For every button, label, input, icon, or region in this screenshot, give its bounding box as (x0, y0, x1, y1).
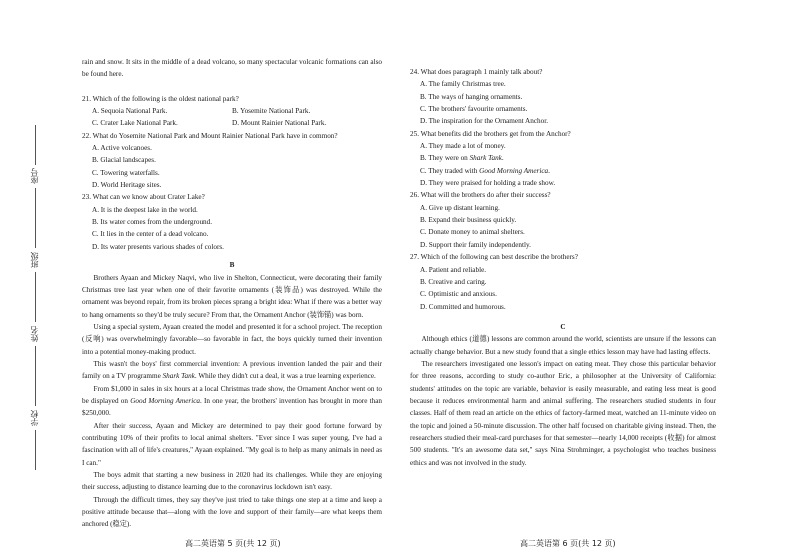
left-page-footer: 高二英语第 5 页(共 12 页) (185, 539, 281, 548)
school-label: 学校 (30, 410, 39, 426)
q25-option-d: D. They were praised for holding a trade show. (420, 179, 556, 188)
p3-text-end: . While they didn't cut a deal, it was a true learning experience. (194, 372, 376, 381)
right-page-footer: 高二英语第 6 页(共 12 页) (520, 539, 616, 548)
q23-option-a: A. It is the deepest lake in the world. (92, 205, 198, 214)
passage-b-paragraph-3 (82, 358, 382, 383)
passage-b-paragraph-5: After their success, Ayaan and Mickey are determined to pay their good fortune forward by contributing 10% of their profits to local animal shelters. "Ever since I was super young, I've had a fascination with all of life's creatures," Ayaan explained. "My goal is to help as many animals in need as I can." (82, 421, 382, 467)
right-column (410, 66, 716, 469)
passage-b-paragraph-6: The boys admit that starting a new business in 2020 had its challenges. While they are enjoying their success, adjusting to distance learning due to the coronavirus lockdown isn't easy. (82, 471, 382, 492)
q25-c-end: . (548, 166, 550, 175)
passage-c-paragraph-2: The researchers investigated one lesson's impact on eating meat. They chose this particular behavior for three reasons, according to study co-author Eric, a philosopher at the University of California: students' attitudes on the topic are variable, behavior is easily measurable, and eating less meat is good because it reduces environmental harm and animal suffering. The researchers studied students in four classes. Half of them read an article on the ethics of factory-farmed meat, watched an 11-minute video on the topic and joined a 50-minute discussion. The other half focused on charitable giving instead. Then, the researchers studied their meal-card purchases for that semester—nearly 14,000 receipts (收据) for almost 500 students. "It's an awesome data set," says Nina Strohminger, a psychologist who teaches business ethics and was not involved in the study. (410, 359, 716, 467)
q22-option-d: D. World Heritage sites. (92, 181, 162, 190)
question-24: 24. What does paragraph 1 mainly talk about? (410, 68, 543, 76)
q25-c-text: C. They traded with (420, 166, 480, 175)
q27-option-c: C. Optimistic and anxious. (420, 290, 497, 299)
q21-options-row2 (92, 117, 382, 129)
binding-line (35, 430, 36, 470)
q22-option-b: B. Glacial landscapes. (92, 156, 156, 165)
name-label: 姓名 (30, 326, 39, 342)
question-25: 25. What benefits did the brothers get from the Anchor? (410, 129, 571, 138)
question-21: 21. Which of the following is the oldest national park? (82, 94, 239, 103)
passage-b-paragraph-2: Using a special system, Ayaan created the model and presented it for a school project. The reception (反响) was overwhelmingly favorable—so favorable in fact, the boys quickly turned their invention into a potential money-making product. (82, 322, 382, 356)
question-22: 22. What do Yosemite National Park and Mount Rainier National Park have in common? (82, 131, 338, 140)
q24-option-d: D. The inspiration for the Ornament Anchor. (420, 117, 549, 126)
q25-option-a: A. They made a lot of money. (420, 142, 506, 151)
p3-title: Shark Tank (162, 372, 195, 381)
passage-continuation: rain and snow. It sits in the middle of a dead volcano, so many spectacular volcanic formations can also be found here. (82, 58, 382, 79)
p4-text: From $1,000 in sales in six hours at a local Christmas trade show, the Ornament Anchor went on to be displayed on (82, 384, 382, 405)
passage-b-paragraph-7: Through the difficult times, they say they've just tried to take things one step at a time and keep a positive attitude because that—along with the love and support of their family—are what keeps them anchored (稳定). (82, 495, 382, 529)
q21-options-row1 (92, 105, 382, 117)
q25-c-title: Good Morning America (479, 166, 549, 175)
q26-option-c: C. Donate money to animal shelters. (420, 228, 525, 237)
left-column (82, 56, 382, 531)
q21-option-c: C. Crater Lake National Park. (92, 119, 178, 128)
passage-c-paragraph-1: Although ethics (道德) lessons are common around the world, scientists are unsure if the lessons can actually change behavior. But a new study found that a single ethics lesson may have had lasting effects. (410, 335, 716, 356)
question-27: 27. Which of the following can best describe the brothers? (410, 253, 578, 262)
passage-b-paragraph-1: Brothers Ayaan and Mickey Naqvi, who live in Shelton, Connecticut, were decorating their family Christmas tree last year when one of their favorite ornaments (装饰品) was destroyed. While the ornament was beyond repair, from its broken pieces sprang a bright idea: What if there was a better way to hang ornaments so they'd be truly secure? From that, the Ornament Anchor (装饰锚) was born. (82, 273, 382, 319)
q25-option-b (420, 152, 716, 164)
q21-option-d: D. Mount Rainier National Park. (232, 119, 327, 128)
q26-option-a: A. Give up distant learning. (420, 203, 500, 212)
q25-b-title: Shark Tank (469, 154, 502, 163)
q27-option-b: B. Creative and caring. (420, 277, 487, 286)
q24-option-c: C. The brothers' favourite ornaments. (420, 105, 528, 114)
q25-b-text: B. They were on (420, 154, 470, 163)
q24-option-b: B. The ways of hanging ornaments. (420, 92, 523, 101)
q21-option-b: B. Yosemite National Park. (232, 107, 311, 116)
q26-option-b: B. Expand their business quickly. (420, 216, 517, 225)
q25-b-end: . (501, 154, 504, 163)
binding-line (35, 272, 36, 322)
binding-line (35, 125, 36, 165)
p4-text-end: . In one year, the brothers' invention has brought in more than $250,000. (82, 396, 382, 418)
binding-line (35, 346, 36, 406)
q21-option-a: A. Sequoia National Park. (92, 107, 168, 116)
p3-text: This wasn't the boys' first commercial invention: A previous invention landed the pair and their family on a TV programme (82, 359, 382, 381)
q23-option-b: B. Its water comes from the underground. (92, 218, 213, 227)
q25-option-c (420, 165, 716, 177)
q22-option-a: A. Active volcanoes. (92, 144, 152, 153)
passage-b-paragraph-4 (82, 383, 382, 420)
question-26: 26. What will the brothers do after their success? (410, 191, 551, 200)
q27-option-a: A. Patient and reliable. (420, 265, 487, 274)
q24-option-a: A. The family Christmas tree. (420, 80, 506, 89)
q23-option-c: C. It lies in the center of a dead volcano. (92, 230, 209, 239)
p4-title: Good Morning America (130, 396, 201, 405)
binding-line (35, 188, 36, 248)
section-b-heading: B (229, 261, 235, 270)
class-label: 班级 (30, 252, 39, 268)
question-23: 23. What can we know about Crater Lake? (82, 193, 205, 202)
q22-option-c: C. Towering waterfalls. (92, 168, 160, 177)
q27-option-d: D. Committed and humorous. (420, 302, 506, 311)
q26-option-d: D. Support their family independently. (420, 240, 531, 249)
seat-label: 座号 (30, 168, 39, 184)
binding-margin (0, 0, 60, 558)
q23-option-d: D. Its water presents various shades of colors. (92, 242, 224, 251)
section-c-heading: C (560, 322, 566, 331)
